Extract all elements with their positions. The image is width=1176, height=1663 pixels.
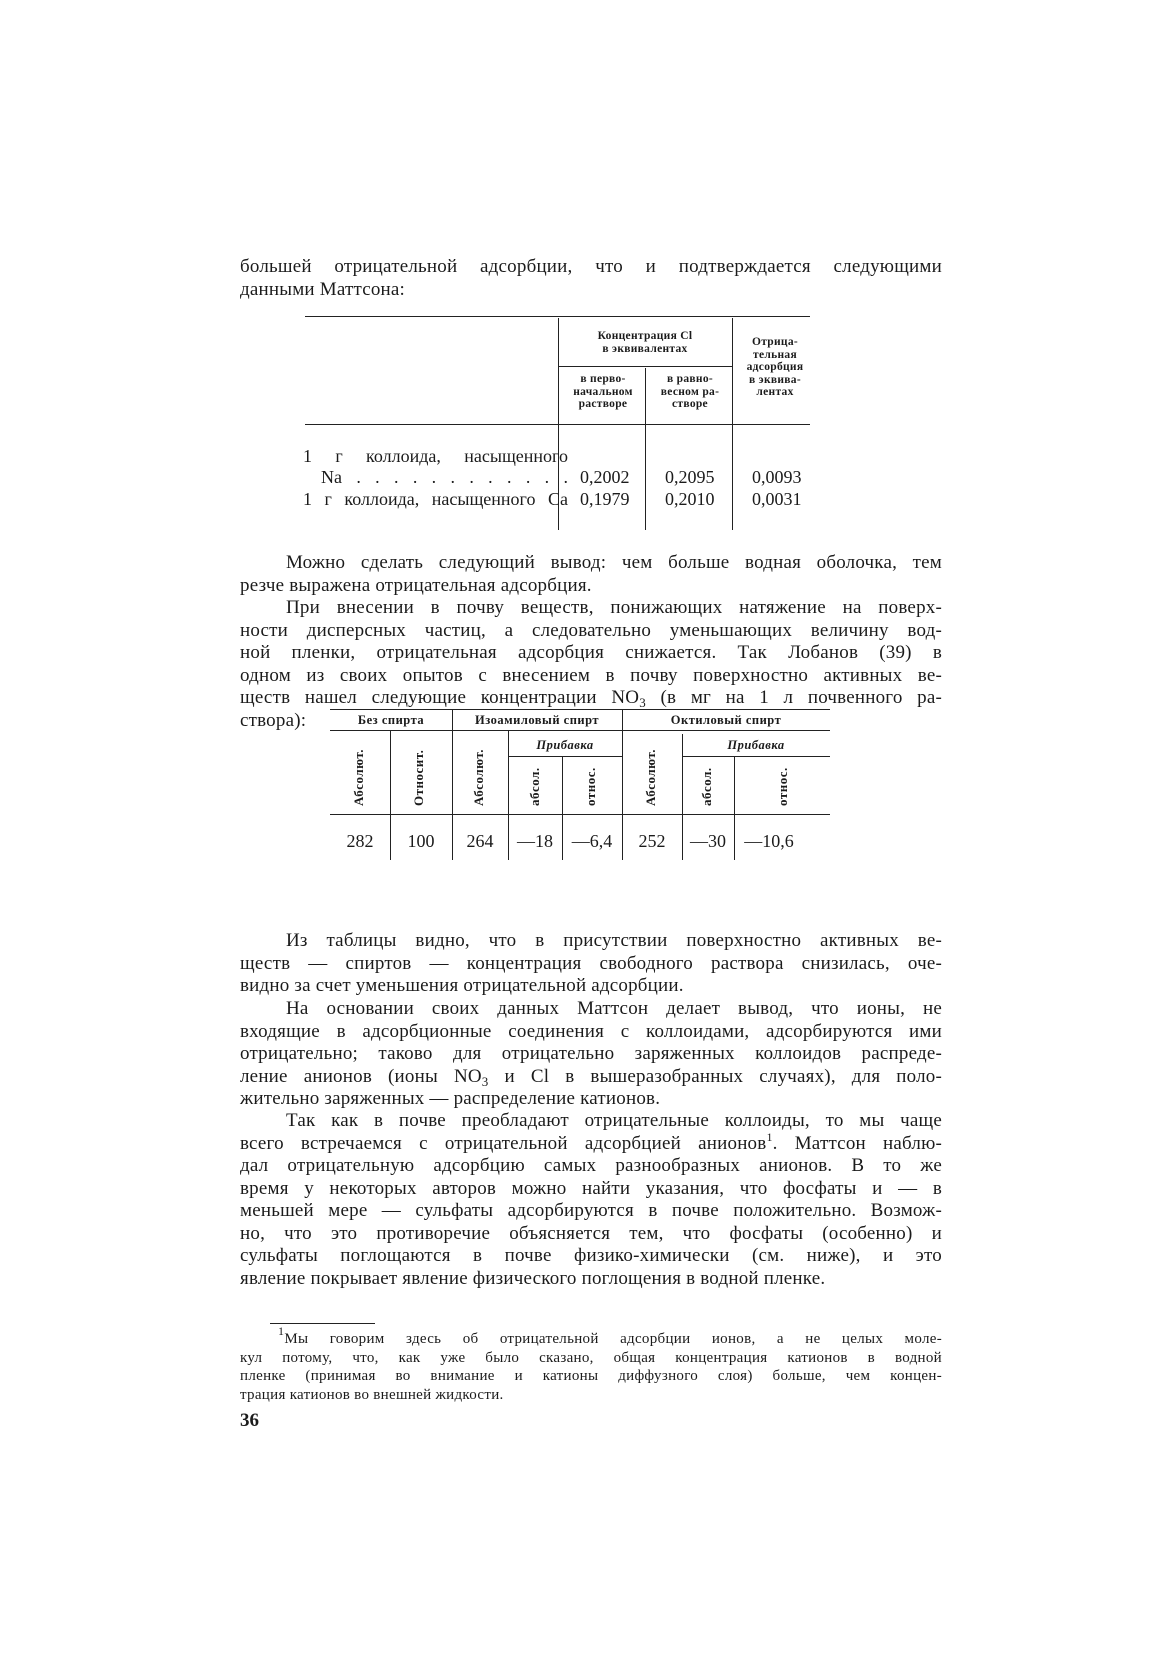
text-line: ществ — спиртов — концентрация свободного раствора снизилась, оче-	[240, 952, 942, 974]
table-rule	[558, 366, 732, 367]
table-cell: 0,0031	[752, 489, 802, 509]
text-line: ности дисперсных частиц, а следовательно уменьшающих величину вод-	[240, 619, 942, 641]
text-line: 1 г коллоида, насыщенного	[303, 446, 568, 466]
header-text: в эквивалентах	[602, 342, 688, 355]
header-text: адсорбция	[746, 361, 804, 373]
header-octyl: Октиловый спирт	[670, 713, 782, 727]
text-line: сульфаты поглощаются в почве физико-химически (см. ниже), и это	[240, 1245, 942, 1266]
header-rel: относ.	[775, 767, 790, 806]
header-no-alcohol: Без спирта	[357, 713, 425, 727]
table-rule	[330, 709, 830, 710]
table-rule	[330, 814, 830, 815]
text-line: жительно заряженных — распределение катионов.	[240, 1088, 661, 1109]
text-line: кул потому, что, как уже было сказано, общая концентрация катионов в водной	[240, 1349, 942, 1366]
header-added: Прибавка	[727, 738, 785, 752]
footnote	[240, 1324, 942, 1404]
footnote-reference[interactable]: 1	[766, 1129, 773, 1144]
text-line: дал отрицательную адсорбцию самых разнообразных анионов. В то же	[240, 1155, 942, 1176]
table-rule	[682, 756, 830, 757]
text-line	[240, 1324, 942, 1349]
subscript: 3	[481, 1073, 489, 1089]
table-cell: 0,2010	[665, 489, 715, 509]
table-row-label	[303, 489, 568, 510]
text-line: пленке (принимая во внимание и катионы диффузного слоя) больше, чем концен-	[240, 1368, 942, 1384]
text-line	[240, 687, 942, 710]
text-fragment: Мы говорим здесь об отрицательной адсорбции ионов, а не целых моле-	[284, 1331, 942, 1347]
header-text: в равно-	[666, 373, 714, 385]
text-line: резче выражена отрицательная адсорбция.	[240, 574, 592, 596]
text-line: явление покрывает явление физического поглощения в водной пленке.	[240, 1267, 826, 1289]
table-rule	[508, 756, 622, 757]
paragraph-conclusion	[240, 552, 942, 597]
subscript: 3	[639, 695, 646, 710]
text-line: отрицательно; таково для отрицательно заряженных коллоидов распреде-	[240, 1043, 942, 1064]
text-line: 1 г коллоида, насыщенного Ca	[303, 489, 568, 509]
table-cell: 264	[466, 831, 494, 851]
header-rel: относ.	[583, 767, 598, 806]
text-line: трация катионов во внешней жидкости.	[240, 1386, 504, 1403]
header-isoamyl: Изоамиловый спирт	[474, 713, 600, 727]
header-initial	[561, 373, 645, 411]
text-line: Можно сделать следующий вывод: чем больше водная оболочка, тем	[286, 552, 942, 573]
table-cell: 0,2002	[580, 467, 630, 487]
text-fragment: . Маттсон наблю-	[772, 1132, 942, 1154]
header-absolute: Абсолют.	[471, 748, 486, 806]
mattson-table	[303, 328, 860, 540]
header-relative: Относит.	[411, 749, 426, 806]
header-absolute: Абсолют.	[643, 748, 658, 806]
table-cell: 0,1979	[580, 489, 630, 509]
table-rule	[330, 730, 830, 731]
intro-paragraph	[240, 256, 942, 301]
paragraph-table-observation	[240, 930, 942, 998]
text-fragment: всего встречаемся с отрицательной адсорбцией анионов	[240, 1132, 767, 1154]
text-line: Из таблицы видно, что в присутствии поверхностно активных ве-	[286, 930, 942, 951]
lobanov-table	[346, 713, 834, 912]
header-text: в перво-	[580, 373, 626, 385]
table-row-label	[303, 446, 568, 488]
header-abs: абсол.	[699, 767, 714, 806]
text-fragment: и Cl в вышеразобранных случаях), для поло-	[488, 1065, 942, 1087]
header-text: створе	[672, 398, 708, 410]
table-rule	[305, 424, 810, 425]
text-fragment: ление анионов (ионы NO	[240, 1065, 482, 1087]
text-line: данными Маттсона:	[240, 278, 406, 300]
header-text: Концентрация Cl	[597, 330, 693, 342]
text-line	[240, 1066, 942, 1089]
text-line: большей отрицательной адсорбции, что и подтверждается следующими	[240, 256, 942, 277]
text-line: время у некоторых авторов можно найти указания, что фосфаты и — в	[240, 1177, 942, 1199]
text-line: Na . . . . . . . . . . . .	[321, 467, 568, 487]
text-line: одном из своих опытов с внесением в почву поверхностно активных ве-	[240, 664, 942, 686]
table-cell: 0,0093	[752, 467, 802, 487]
header-text: лентах	[756, 386, 794, 398]
table-cell: —30	[690, 831, 726, 851]
text-line: видно за счет уменьшения отрицательной адсорбции.	[240, 975, 684, 996]
table-cell: 100	[407, 831, 435, 851]
table-rule	[305, 316, 810, 317]
text-line: створа):	[240, 709, 307, 731]
header-absolute: Абсолют.	[351, 748, 366, 806]
header-text: весном ра-	[660, 385, 720, 398]
text-line: ной пленки, отрицательная адсорбция снижается. Так Лобанов (39) в	[240, 642, 942, 663]
table-cell: —6,4	[571, 831, 613, 851]
text-line: При внесении в почву веществ, понижающих натяжение на поверх-	[286, 597, 942, 618]
table-cell: —10,6	[744, 831, 794, 851]
footnote-mark: 1	[278, 1324, 285, 1338]
header-text: Отрица-	[751, 336, 799, 348]
header-text: растворе	[578, 398, 628, 410]
text-line: На основании своих данных Маттсон делает вывод, что ионы, не	[286, 998, 942, 1019]
header-added: Прибавка	[536, 738, 594, 752]
text-fragment: (в мг на 1 л почвенного ра-	[660, 687, 942, 708]
header-negative-adsorption	[735, 336, 815, 399]
paragraph-anions	[240, 1110, 942, 1290]
text-line: Так как в почве преобладают отрицательные коллоиды, то мы чаще	[286, 1110, 942, 1131]
table-rule	[645, 368, 646, 530]
text-line: но, что это противоречие объясняется тем, что фосфаты (особенно) и	[240, 1222, 942, 1244]
footnote-rule	[270, 1323, 375, 1324]
paragraph-lobanov	[240, 597, 942, 732]
text-line	[240, 1129, 942, 1156]
header-text: в эквива-	[748, 373, 801, 386]
text-line: меньшей мере — сульфаты адсорбируются в почве положительно. Возмож-	[240, 1200, 942, 1221]
text-line: входящие в адсорбционные соединения с коллоидами, адсорбируются ими	[240, 1020, 942, 1042]
header-text: начальном	[573, 385, 633, 398]
header-text: тельная	[753, 348, 797, 361]
header-concentration	[558, 330, 732, 355]
table-cell: 0,2095	[665, 467, 715, 487]
paragraph-mattson-conclusion	[240, 998, 942, 1111]
header-abs: абсол.	[527, 767, 542, 806]
table-cell: 282	[346, 831, 374, 851]
header-equilibrium	[648, 373, 732, 411]
text-fragment: ществ нашел следующие концентрации NO	[240, 687, 640, 708]
table-cell: 252	[638, 831, 666, 851]
page-number: 36	[240, 1410, 259, 1431]
table-cell: —18	[517, 831, 553, 851]
